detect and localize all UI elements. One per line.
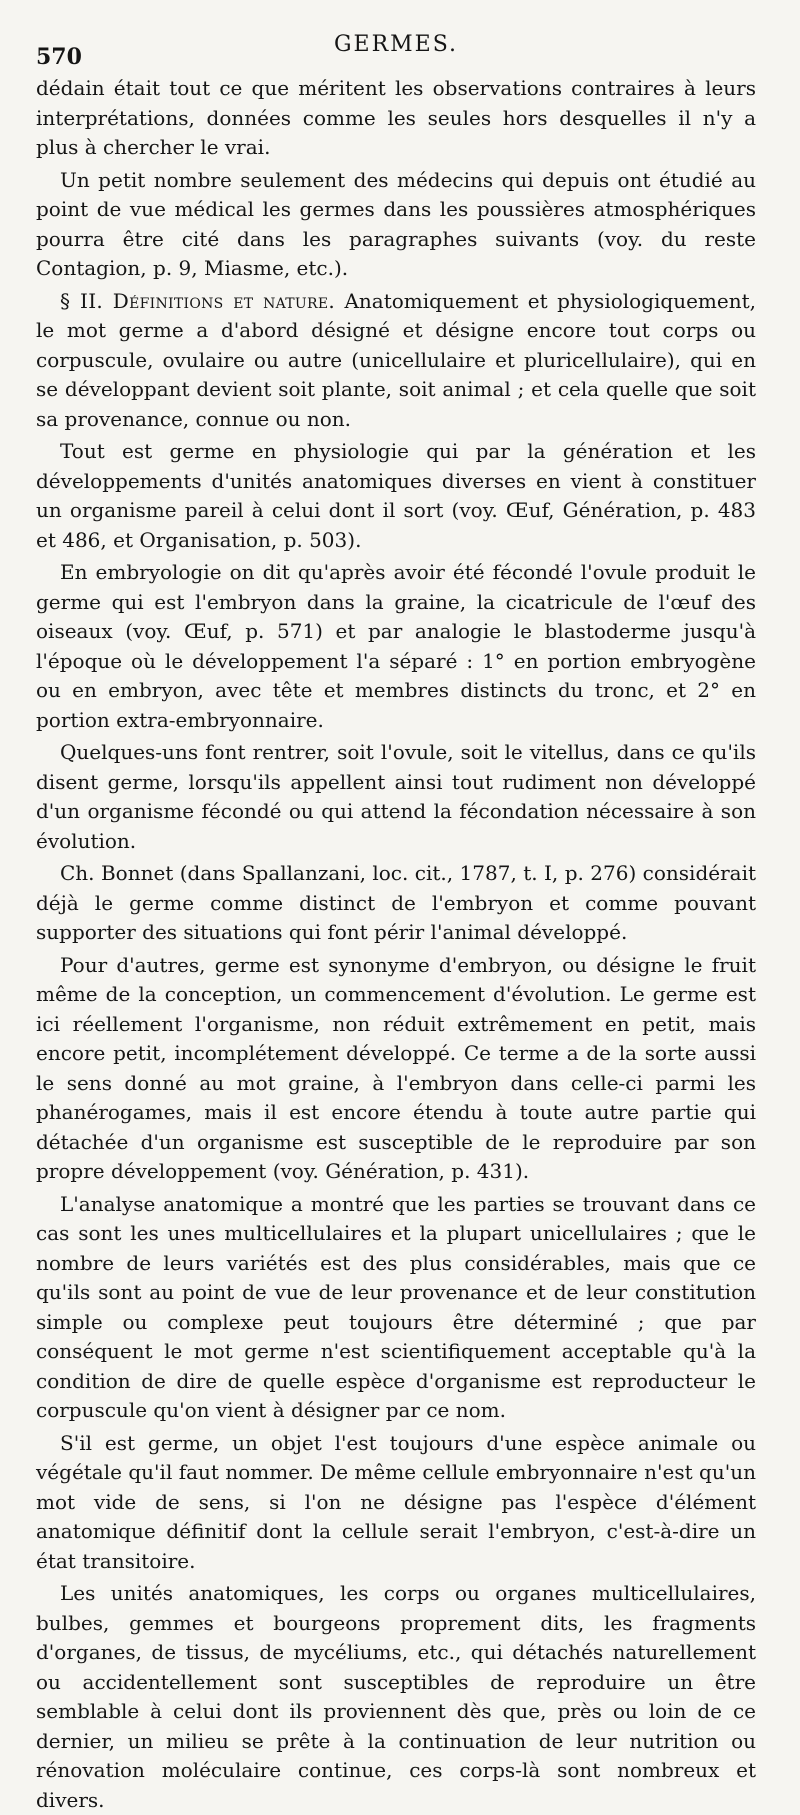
running-title: GERMES. [333, 32, 459, 57]
paragraph-9: L'analyse anatomique a montré que les parties se trouvant dans ce cas sont les unes multicellulaires et la plupart unicellulaires ; que le nombre de leurs variétés est des plus considérables, mais que ce qu'ils sont au point de vue de leur provenance et de leur constitution simple ou complexe peut toujours être déterminé ; que par conséquent le mot germe n'est scientifiquement acceptable qu'à la condition de dire de quelle espèce d'organisme est reproducteur le corpuscule qu'on vient à désigner par ce nom. [36, 1191, 756, 1422]
paragraph-3-text: Anatomiquement et physiologiquement, le mot germe a d'abord désigné et désigne encore tout corps ou corpuscule, ovulaire ou autre (unicellulaire et pluricellulaire), qui en se développant devient soit plante, soit animal ; et cela quelle que soit sa provenance, connue ou non. [36, 288, 756, 431]
page-number: 570 [36, 44, 82, 70]
paragraph-1: dédain était tout ce que méritent les observations contraires à leurs interprétations, données comme les seules hors desquelles il n'y a plus à chercher le vrai. [36, 76, 756, 159]
paragraph-4: Tout est germe en physiologie qui par la génération et les développements d'unités anatomiques diverses en vient à constituer un organisme pareil à celui dont il sort (voy. Œuf, Génération, p. 483 et 486, et Organisation, p. 503). [36, 439, 756, 552]
paragraph-10: S'il est germe, un objet l'est toujours d'une espèce animale ou végétale qu'il faut nommer. De même cellule embryonnaire n'est qu'un mot vide de sens, si l'on ne désigne pas l'espèce d'élément anatomique définitif dont la cellule serait l'embryon, c'est-à-dire un état transitoire. [36, 1430, 756, 1573]
paragraph-2: Un petit nombre seulement des médecins qui depuis ont étudié au point de vue médical les germes dans les poussières atmosphériques pourra être cité dans les paragraphes suivants (voy. du reste Contagion, p. 9, Miasme, etc.). [36, 167, 756, 280]
page-header [36, 28, 756, 70]
section-heading: § II. Définitions et nature. [60, 288, 336, 313]
paragraph-11: Les unités anatomiques, les corps ou organes multicellulaires, bulbes, gemmes et bourgeons proprement dits, les fragments d'organes, de tissus, de mycéliums, etc., qui détachés naturellement ou accidentellement sont susceptibles de reproduire un être semblable à celui dont ils proviennent dès que, près ou loin de ce dernier, un milieu se prête à la continuation de leur nutrition ou rénovation moléculaire continue, ces corps-là sont nombreux et divers. [36, 1581, 756, 1812]
paragraph-3 [36, 287, 756, 435]
paragraph-7: Ch. Bonnet (dans Spallanzani, loc. cit., 1787, t. I, p. 276) considérait déjà le germe comme distinct de l'embryon et comme pouvant supporter des situations qui font périr l'animal développé. [36, 861, 756, 944]
paragraph-8: Pour d'autres, germe est synonyme d'embryon, ou désigne le fruit même de la conception, un commencement d'évolution. Le germe est ici réellement l'organisme, non réduit extrêmement en petit, mais encore petit, incomplétement développé. Ce terme a de la sorte aussi le sens donné au mot graine, à l'embryon dans celle-ci parmi les phanérogames, mais il est encore étendu à toute autre partie qui détachée d'un organisme est susceptible de le reproduire par son propre développement (voy. Génération, p. 431). [36, 952, 756, 1183]
body-text [36, 74, 756, 1815]
paragraph-5: En embryologie on dit qu'après avoir été fécondé l'ovule produit le germe qui est l'embryon dans la graine, la cicatricule de l'œuf des oiseaux (voy. Œuf, p. 571) et par analogie le blastoderme jusqu'à l'époque où le développement l'a séparé : 1° en portion embryogène ou en embryon, avec tête et membres distincts du tronc, et 2° en portion extra-embryonnaire. [36, 560, 756, 732]
paragraph-6: Quelques-uns font rentrer, soit l'ovule, soit le vitellus, dans ce qu'ils disent germe, lorsqu'ils appellent ainsi tout rudiment non développé d'un organisme fécondé ou qui attend la fécondation nécessaire à son évolution. [36, 740, 756, 853]
